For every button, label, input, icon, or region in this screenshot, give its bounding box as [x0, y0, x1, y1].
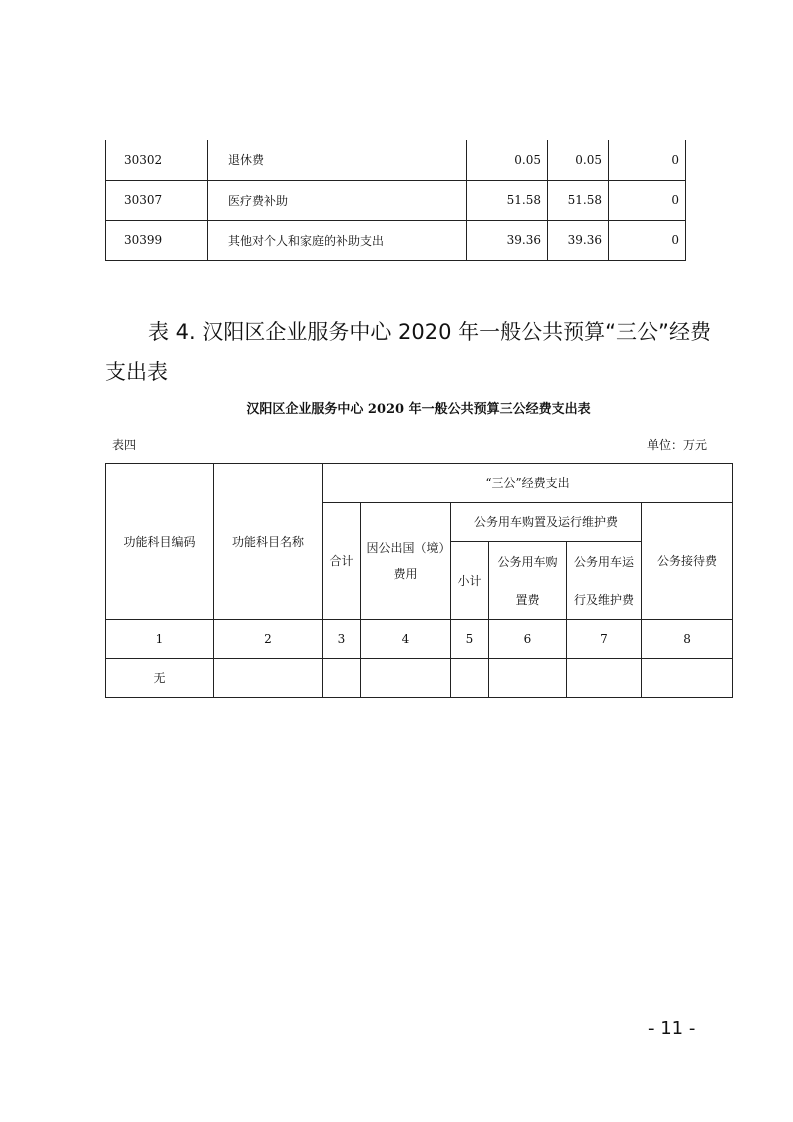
name-cell: 其他对个人和家庭的补助支出: [208, 220, 467, 260]
header-car-run: 公务用车运行及维护费: [567, 542, 642, 620]
table-row: [106, 180, 686, 220]
header-abroad: 因公出国（境）费用: [361, 503, 451, 620]
value-cell: 39.36: [467, 220, 548, 260]
col-number: 2: [214, 620, 323, 659]
expenditure-table-continued: [105, 140, 686, 261]
value-cell: 0.05: [548, 140, 609, 180]
col-number: 1: [106, 620, 214, 659]
col-number: 8: [642, 620, 733, 659]
name-cell: 医疗费补助: [208, 180, 467, 220]
value-cell: 39.36: [548, 220, 609, 260]
data-cell: [361, 659, 451, 698]
col-number: 7: [567, 620, 642, 659]
data-cell: 无: [106, 659, 214, 698]
header-reception: 公务接待费: [642, 503, 733, 620]
table-title: 汉阳区企业服务中心 2020 年一般公共预算三公经费支出表: [246, 402, 591, 417]
header-name: 功能科目名称: [214, 464, 323, 620]
header-car-buy: 公务用车购置费: [489, 542, 567, 620]
header-code: 功能科目编码: [106, 464, 214, 620]
data-cell: [451, 659, 489, 698]
col-number: 4: [361, 620, 451, 659]
value-cell: 0: [609, 140, 686, 180]
data-cell: [567, 659, 642, 698]
value-cell: 51.58: [548, 180, 609, 220]
col-number: 3: [323, 620, 361, 659]
table-number: 表四: [112, 438, 137, 452]
table-row: [106, 659, 733, 698]
data-cell: [642, 659, 733, 698]
value-cell: 0.05: [467, 140, 548, 180]
value-cell: 0: [609, 180, 686, 220]
code-cell: 30302: [106, 140, 208, 180]
col-number: 6: [489, 620, 567, 659]
header-subtotal: 小计: [451, 542, 489, 620]
col-number: 5: [451, 620, 489, 659]
table-row: [106, 140, 686, 180]
name-cell: 退休费: [208, 140, 467, 180]
data-cell: [214, 659, 323, 698]
table-row: [106, 220, 686, 260]
section-heading: 表 4. 汉阳区企业服务中心 2020 年一般公共预算“三公”经费支出表: [105, 320, 711, 384]
header-car-group: 公务用车购置及运行维护费: [451, 503, 642, 542]
data-cell: [323, 659, 361, 698]
header-group: “三公”经费支出: [323, 464, 733, 503]
header-total: 合计: [323, 503, 361, 620]
data-cell: [489, 659, 567, 698]
three-public-expenses-table: [105, 463, 733, 698]
value-cell: 0: [609, 220, 686, 260]
value-cell: 51.58: [467, 180, 548, 220]
code-cell: 30399: [106, 220, 208, 260]
page-number: - 11 -: [648, 1018, 696, 1039]
code-cell: 30307: [106, 180, 208, 220]
column-number-row: [106, 620, 733, 659]
unit-label: 单位：万元: [646, 438, 707, 452]
